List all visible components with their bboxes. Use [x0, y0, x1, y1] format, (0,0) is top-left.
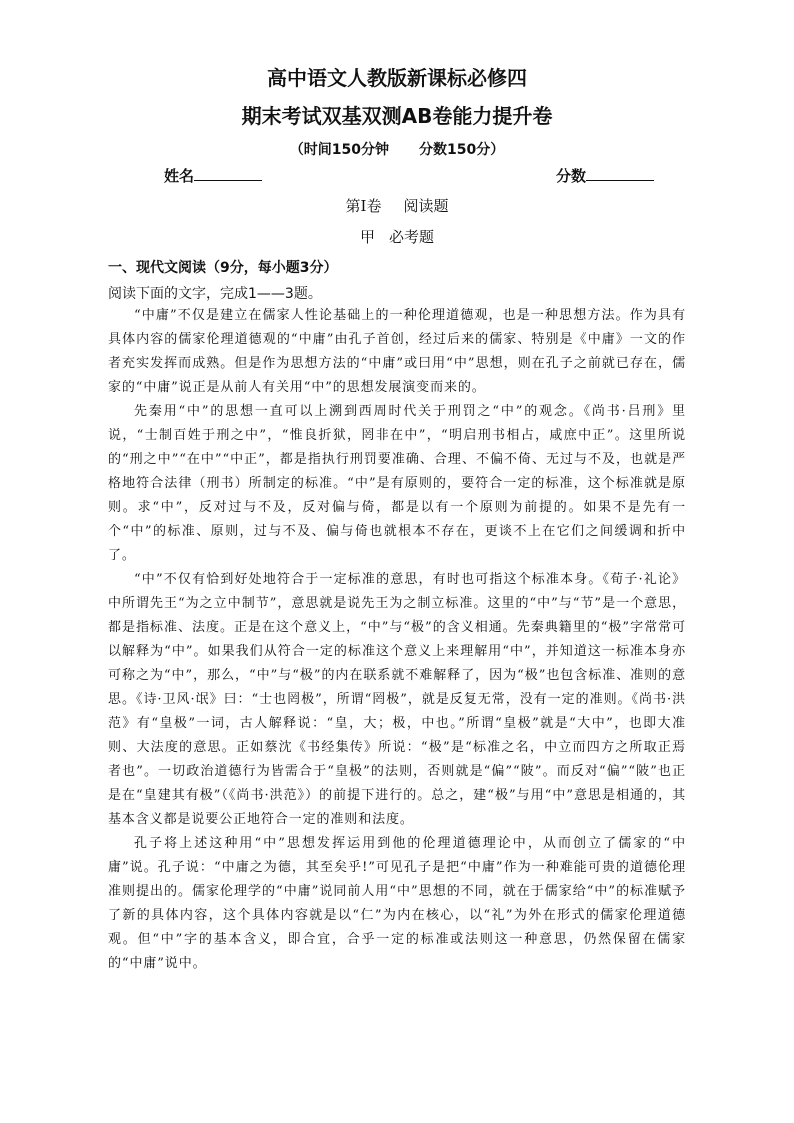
name-field[interactable] [164, 165, 262, 186]
name-blank[interactable] [194, 166, 262, 181]
section-heading: 一、现代文阅读（9分，每小题3分） [108, 260, 338, 276]
part-name: 必考题 [389, 228, 435, 246]
article-body [108, 304, 686, 976]
article-paragraph: “中庸”不仅是建立在儒家人性论基础上的一种伦理道德观，也是一种思想方法。作为具有具体内容的儒家伦理道德观的“中庸”由孔子首创，经过后来的儒家、特别是《中庸》一文的作者充实发挥而成熟。但是作为思想方法的“中庸”或曰用“中”思想，则在孔子之前就已存在，儒家的“中庸”说正是从前人有关用“中”的思想发展演变而来的。 [108, 308, 686, 395]
score-label: 分数 [556, 167, 587, 185]
reading-instruction: 阅读下面的文字，完成1——3题。 [108, 286, 322, 302]
page-subtitle: 期末考试双基双测AB卷能力提升卷 [241, 104, 553, 128]
volume-label: 第Ⅰ卷 [345, 197, 382, 215]
page-title: 高中语文人教版新课标必修四 [267, 66, 527, 90]
score-field[interactable] [556, 165, 654, 186]
time-limit: （时间150分钟 [289, 142, 389, 158]
article-paragraph: “中”不仅有恰到好处地符合于一定标准的意思，有时也可指这个标准本身。《荀子·礼论》中所谓先王“为之立中制节”，意思就是说先王为之制立标准。这里的“中”与“节”是一个意思，都是指标准、法度。正是在这个意义上，“中”与“极”的含义相通。先秦典籍里的“极”字常常可以解释为“中”。如果我们从符合一定的标准这个意义上来理解用“中”，并知道这一标准本身亦可称之为“中”，那么，“中”与“极”的内在联系就不难解释了，因为“极”也包含标准、准则的意思。《诗·卫风·氓》曰：“士也罔极”，所谓“罔极”，就是反复无常，没有一定的准则。《尚书·洪范》有“皇极”一词，古人解释说：“皇，大；极，中也。”所谓“皇极”就是“大中”，也即大准则、大法度的意思。正如蔡沈《书经集传》所说：“极”是“标准之名，中立而四方之所取正焉者也”。一切政治道德行为皆需合于“皇极”的法则，否则就是“偏”“陂”。而反对“偏”“陂”也正是在“皇建其有极”（《尚书·洪范》）的前提下进行的。总之，建“极”与用“中”意思是相通的，其基本含义都是说要公正地符合一定的准则和法度。 [108, 572, 686, 827]
name-label: 姓名 [164, 167, 195, 185]
article-paragraph: 先秦用“中”的思想一直可以上溯到西周时代关于刑罚之“中”的观念。《尚书·吕刑》里说，“士制百姓于刑之中”，“惟良折狱，罔非在中”，“明启刑书相占，咸庶中正”。这里所说的“刑之中”“在中”“中正”，都是指执行刑罚要准确、合理、不偏不倚、无过与不及，也就是严格地符合法律（刑书）所制定的标准。“中”是有原则的，要符合一定的标准，这个标准就是原则。求“中”，反对过与不及，反对偏与倚，都是以有一个原则为前提的。如果不是先有一个“中”的标准、原则，过与不及、偏与倚也就根本不存在，更谈不上在它们之间缓调和折中了。 [108, 404, 686, 563]
part-heading [0, 226, 794, 247]
volume-name: 阅读题 [403, 197, 449, 215]
part-prefix: 甲 [359, 228, 375, 246]
total-score: 分数150分） [419, 142, 505, 158]
score-blank[interactable] [586, 166, 654, 181]
article-paragraph: 孔子将上述这种用“中”思想发挥运用到他的伦理道德理论中，从而创立了儒家的“中庸”说。孔子说：“中庸之为德，其至矣乎!”可见孔子是把“中庸”作为一种难能可贵的道德伦理准则提出的。儒家伦理学的“中庸”说同前人用“中”思想的不同，就在于儒家给“中”的标准赋予了新的具体内容，这个具体内容就是以“仁”为内在核心，以“礼”为外在形式的儒家伦理道德观。但“中”字的基本含义，即合宜，合乎一定的标准或法则这一种意思，仍然保留在儒家的“中庸”说中。 [108, 836, 686, 971]
volume-heading [0, 195, 794, 216]
exam-info [0, 139, 794, 159]
